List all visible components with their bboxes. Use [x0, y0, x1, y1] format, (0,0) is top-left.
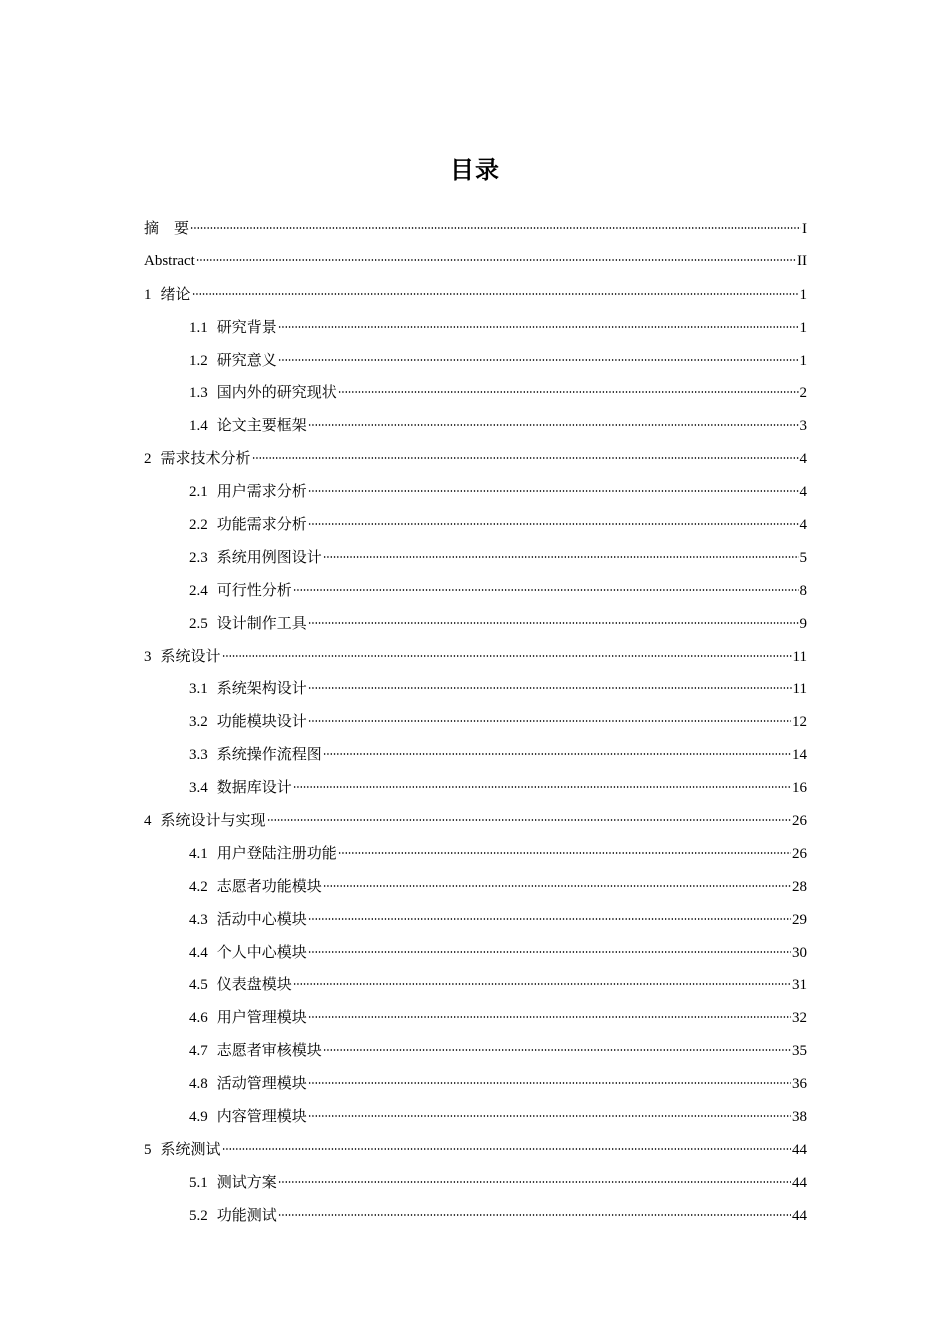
toc-entry-page-number: 36	[792, 1076, 807, 1093]
toc-entry-number: 2.2	[189, 517, 208, 534]
toc-dot-leader	[308, 686, 792, 690]
toc-entry-label: 可行性分析	[216, 580, 292, 599]
toc-entry-page-number: 44	[792, 1174, 807, 1191]
toc-entry-number: 3.1	[189, 681, 208, 698]
toc-entry[interactable]	[144, 837, 807, 870]
toc-entry-label: 志愿者审核模块	[216, 1041, 322, 1060]
toc-dot-leader	[308, 1081, 791, 1085]
toc-entry-label: 用户管理模块	[216, 1008, 307, 1027]
toc-entry[interactable]	[144, 212, 807, 245]
toc-entry[interactable]	[144, 607, 807, 640]
toc-dot-leader	[190, 226, 801, 230]
toc-entry[interactable]	[144, 1166, 807, 1199]
toc-entry-page-number: I	[802, 221, 807, 237]
toc-entry[interactable]	[144, 705, 807, 738]
toc-entry-label: 数据库设计	[216, 778, 292, 797]
toc-entry-page-number: 8	[799, 582, 807, 599]
toc-entry-label: 系统设计与实现	[160, 811, 266, 830]
toc-dot-leader	[293, 785, 791, 789]
toc-entry-number: 1.1	[189, 319, 208, 336]
toc-entry[interactable]	[144, 968, 807, 1001]
toc-entry-label: 用户登陆注册功能	[216, 843, 337, 862]
toc-entry-page-number: 44	[792, 1141, 807, 1158]
toc-entry-label: 设计制作工具	[216, 613, 307, 632]
toc-entry-label: 仪表盘模块	[216, 975, 292, 994]
toc-entry-page-number: 14	[792, 747, 807, 764]
toc-entry-number: 3	[144, 648, 152, 665]
toc-entry-page-number: 4	[799, 517, 807, 534]
toc-entry-number: 4	[144, 813, 152, 830]
toc-entry-page-number: 11	[792, 681, 807, 698]
toc-dot-leader	[308, 1015, 791, 1019]
toc-entry[interactable]	[144, 574, 807, 607]
toc-entry-number: 1.4	[189, 418, 208, 435]
toc-entry-label: 研究背景	[216, 317, 277, 336]
toc-entry-number: 1.2	[189, 352, 208, 369]
toc-entry-number: 2.5	[189, 615, 208, 632]
toc-entry[interactable]	[144, 508, 807, 541]
toc-entry[interactable]	[144, 1199, 807, 1232]
toc-dot-leader	[308, 950, 791, 954]
toc-entry-label: 国内外的研究现状	[216, 383, 337, 402]
toc-dot-leader	[308, 522, 799, 526]
toc-entry[interactable]	[144, 541, 807, 574]
toc-dot-leader	[278, 358, 799, 362]
toc-entry-page-number: 16	[792, 780, 807, 797]
toc-dot-leader	[196, 258, 796, 262]
toc-dot-leader	[308, 1114, 791, 1118]
toc-entry[interactable]	[144, 1034, 807, 1067]
toc-dot-leader	[323, 555, 799, 559]
toc-entry-label: 测试方案	[216, 1172, 277, 1191]
toc-entry-page-number: 1	[799, 286, 807, 303]
toc-dot-leader	[308, 719, 791, 723]
toc-entry-number: 3.3	[189, 747, 208, 764]
toc-entry-label: 志愿者功能模块	[216, 876, 322, 895]
toc-entry[interactable]	[144, 672, 807, 705]
toc-entry-number: 5.1	[189, 1174, 208, 1191]
toc-entry-label: 系统架构设计	[216, 679, 307, 698]
toc-dot-leader	[338, 390, 799, 394]
toc-entry-label: 活动管理模块	[216, 1074, 307, 1093]
toc-entry-page-number: 11	[792, 648, 807, 665]
toc-dot-leader	[252, 456, 799, 460]
toc-dot-leader	[293, 982, 791, 986]
toc-entry-number: 4.6	[189, 1010, 208, 1027]
toc-entry-page-number: 12	[792, 714, 807, 731]
toc-entry[interactable]	[144, 640, 807, 673]
toc-dot-leader	[308, 489, 799, 493]
toc-entry-page-number: 29	[792, 911, 807, 928]
toc-entry-label: 研究意义	[216, 350, 277, 369]
toc-entry-label: 活动中心模块	[216, 909, 307, 928]
toc-entry[interactable]	[144, 903, 807, 936]
toc-entry-number: 2	[144, 451, 152, 468]
toc-entry-label: 摘 要	[144, 219, 190, 237]
toc-entry-number: 1	[144, 286, 152, 303]
toc-dot-leader	[278, 1180, 791, 1184]
toc-dot-leader	[222, 654, 792, 658]
toc-dot-leader	[308, 423, 799, 427]
toc-entry-label: 系统操作流程图	[216, 745, 322, 764]
toc-dot-leader	[192, 292, 799, 296]
toc-entry-label: 功能测试	[216, 1205, 277, 1224]
toc-entry-number: 1.3	[189, 385, 208, 402]
toc-entry-page-number: 38	[792, 1109, 807, 1126]
toc-entry-page-number: 5	[799, 549, 807, 566]
toc-entry-number: 2.4	[189, 582, 208, 599]
toc-entry[interactable]	[144, 870, 807, 903]
toc-dot-leader	[308, 621, 799, 625]
toc-entry-page-number: 2	[799, 385, 807, 402]
toc-entry[interactable]	[144, 1067, 807, 1100]
toc-dot-leader	[293, 588, 799, 592]
toc-entry-page-number: 1	[799, 319, 807, 336]
toc-entry-page-number: 26	[792, 845, 807, 862]
toc-entry-page-number: 3	[799, 418, 807, 435]
toc-dot-leader	[323, 1048, 791, 1052]
toc-dot-leader	[323, 884, 791, 888]
toc-entry-page-number: 35	[792, 1043, 807, 1060]
toc-entry-page-number: 30	[792, 944, 807, 961]
toc-dot-leader	[267, 818, 791, 822]
toc-dot-leader	[278, 325, 799, 329]
toc-entry[interactable]	[144, 475, 807, 508]
toc-entry-label: 绪论	[160, 284, 191, 303]
toc-entry-page-number: 44	[792, 1207, 807, 1224]
toc-entry[interactable]	[144, 1100, 807, 1133]
toc-entry-number: 4.8	[189, 1076, 208, 1093]
toc-entry-number: 4.9	[189, 1109, 208, 1126]
toc-dot-leader	[278, 1213, 791, 1217]
toc-entry[interactable]	[144, 1001, 807, 1034]
toc-entry[interactable]	[144, 409, 807, 442]
toc-entry-label: 用户需求分析	[216, 482, 307, 501]
toc-entry-label: 需求技术分析	[160, 449, 251, 468]
toc-entry-label: 功能模块设计	[216, 712, 307, 731]
toc-entry-number: 4.3	[189, 911, 208, 928]
toc-entry-number: 2.3	[189, 549, 208, 566]
toc-entry-number: 3.2	[189, 714, 208, 731]
toc-entry[interactable]	[144, 936, 807, 969]
toc-entry[interactable]	[144, 442, 807, 475]
toc-entry-label: 功能需求分析	[216, 515, 307, 534]
toc-entry-page-number: 4	[799, 484, 807, 501]
toc-entry-label: 系统用例图设计	[216, 547, 322, 566]
toc-entry-page-number: 31	[792, 977, 807, 994]
toc-dot-leader	[338, 851, 791, 855]
toc-entry[interactable]	[144, 311, 807, 344]
toc-entry[interactable]	[144, 376, 807, 409]
toc-entry-number: 2.1	[189, 484, 208, 501]
toc-entry-number: 4.4	[189, 944, 208, 961]
toc-entry[interactable]	[144, 278, 807, 311]
toc-entry-label: 论文主要框架	[216, 416, 307, 435]
toc-entry[interactable]	[144, 804, 807, 837]
toc-entry[interactable]	[144, 738, 807, 771]
toc-entry-label: 系统测试	[160, 1139, 221, 1158]
toc-dot-leader	[323, 752, 791, 756]
toc-entry-number: 3.4	[189, 780, 208, 797]
toc-entry[interactable]	[144, 344, 807, 377]
toc-entry-number: 4.1	[189, 845, 208, 862]
toc-dot-leader	[308, 917, 791, 921]
toc-entry[interactable]	[144, 245, 807, 278]
toc-entry-number: 4.7	[189, 1043, 208, 1060]
toc-entry-page-number: 4	[799, 451, 807, 468]
page-title: 目录	[450, 156, 500, 184]
toc-entry[interactable]	[144, 771, 807, 804]
toc-entry-page-number: 26	[792, 813, 807, 830]
toc-entry[interactable]	[144, 1133, 807, 1166]
toc-entry-page-number: 1	[799, 352, 807, 369]
toc-entry-label: Abstract	[144, 252, 195, 269]
toc-entry-page-number: 32	[792, 1010, 807, 1027]
toc-entry-number: 5	[144, 1141, 152, 1158]
toc-dot-leader	[222, 1147, 791, 1151]
toc-entry-number: 4.5	[189, 977, 208, 994]
toc-entry-page-number: 28	[792, 878, 807, 895]
toc-entry-number: 5.2	[189, 1207, 208, 1224]
table-of-contents	[144, 212, 807, 1232]
toc-entry-label: 系统设计	[160, 646, 221, 665]
toc-entry-page-number: 9	[799, 615, 807, 632]
toc-entry-label: 内容管理模块	[216, 1107, 307, 1126]
toc-entry-number: 4.2	[189, 878, 208, 895]
toc-entry-label: 个人中心模块	[216, 942, 307, 961]
toc-entry-page-number: II	[797, 252, 807, 269]
